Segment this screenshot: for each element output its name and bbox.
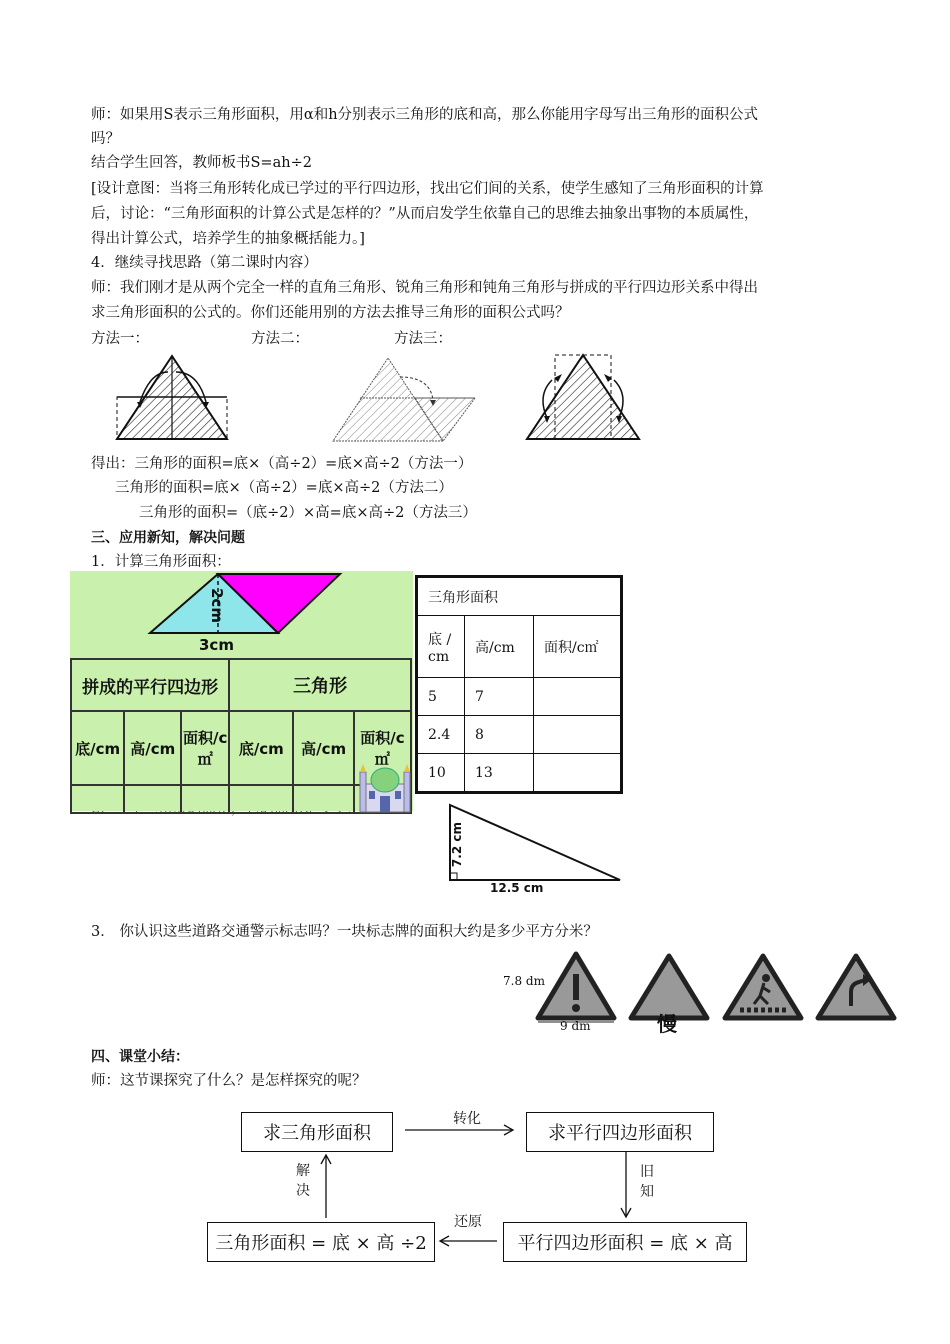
section-4-question: 师：这节课探究了什么？是怎样探究的呢？ xyxy=(91,1073,367,1089)
right-triangle-base-label: 12.5 cm xyxy=(490,881,544,895)
flow-box-triangle-formula: 三角形面积 = 底 × 高 ÷2 xyxy=(207,1222,435,1262)
flow-box-triangle-area: 求三角形面积 xyxy=(241,1112,393,1152)
result-line-2: 三角形的面积=底×（高÷2）=底×高÷2（方法二） xyxy=(115,480,453,496)
table-header: 底 / cm xyxy=(417,616,465,678)
paragraph-line: 求三角形面积的公式的。你们还能用别的方法去推导三角形的面积公式吗？ xyxy=(91,305,570,321)
right-triangle-height-label: 7.2 cm xyxy=(450,822,464,868)
flow-box-parallelogram-area: 求平行四边形面积 xyxy=(526,1112,714,1152)
question-3: 3． 你认识这些道路交通警示标志吗？一块标志牌的面积大约是多少平方分米？ xyxy=(91,924,598,940)
table-header: 高/cm xyxy=(465,616,534,678)
paragraph-line: 得出计算公式，培养学生的抽象概括能力。] xyxy=(91,231,365,247)
flow-label-solve-2: 决 xyxy=(296,1183,310,1199)
method-label-1: 方法一： xyxy=(91,331,149,347)
paragraph-line: 4．继续寻找思路（第二课时内容） xyxy=(91,255,318,271)
question-1: 1．计算三角形面积： xyxy=(91,554,231,570)
paragraph-line: 吗？ xyxy=(91,131,120,147)
green-col: 底/cm xyxy=(229,711,293,785)
triangle-base-label: 3cm xyxy=(199,636,234,654)
paragraph-line: 结合学生回答，教师板书S=ah÷2 xyxy=(91,155,312,171)
paragraph-line: 师：我们刚才是从两个完全一样的直角三角形、锐角三角形和钝角三角形与拼成的平行四边形关系中得出 xyxy=(91,280,758,296)
green-col: 面积/c㎡ xyxy=(354,711,411,785)
method-label-2: 方法二： xyxy=(251,331,309,347)
triangle-area-table-title: 三角形面积 xyxy=(417,577,622,616)
paragraph-line: [设计意图：当将三角形转化成已学过的平行四边形，找出它们间的关系，使学生感知了三角形面积的计算 xyxy=(91,181,764,197)
flow-label-old-1: 旧 xyxy=(640,1164,654,1180)
section-3-title: 三、应用新知，解决问题 xyxy=(91,530,245,546)
green-table-head-parallelogram: 拼成的平行四边形 xyxy=(71,659,229,711)
green-col: 底/cm xyxy=(71,711,124,785)
section-4-title: 四、课堂小结： xyxy=(91,1049,189,1065)
triangle-height-label: 2cm xyxy=(208,588,226,623)
green-col: 高/cm xyxy=(124,711,181,785)
flow-label-solve-1: 解 xyxy=(296,1163,310,1179)
flow-label-transform: 转化 xyxy=(453,1111,481,1127)
flow-label-restore: 还原 xyxy=(454,1214,482,1230)
table-row: 2.4 8 xyxy=(417,716,622,754)
green-table-head-triangle: 三角形 xyxy=(229,659,411,711)
sign-base-label: 9 dm xyxy=(560,1019,591,1033)
flow-box-parallelogram-formula: 平行四边形面积 = 底 × 高 xyxy=(503,1222,747,1262)
paragraph-line: 师：如果用S表示三角形面积，用α和h分别表示三角形的底和高，那么你能用字母写出三角形的面积公式 xyxy=(91,107,759,123)
result-line-3: 三角形的面积=（底÷2）×高=底×高÷2（方法三） xyxy=(139,505,477,521)
table-row: 5 7 xyxy=(417,678,622,716)
paragraph-line: 后，讨论：“三角形面积的计算公式是怎样的？”从而启发学生依靠自己的思维去抽象出事物的本质属性， xyxy=(91,206,759,222)
method-label-3: 方法三： xyxy=(394,331,452,347)
table-row: 10 13 xyxy=(417,754,622,793)
result-line-1: 得出：三角形的面积=底×（高÷2）=底×高÷2（方法一） xyxy=(91,456,473,472)
green-col: 面积/c㎡ xyxy=(181,711,229,785)
flow-label-old-2: 知 xyxy=(640,1184,654,1200)
table-header: 面积/c㎡ xyxy=(534,616,622,678)
sign-height-label: 7.8 dm xyxy=(503,974,545,988)
sign-slow-char: 慢 xyxy=(657,1012,677,1036)
green-col: 高/cm xyxy=(293,711,353,785)
